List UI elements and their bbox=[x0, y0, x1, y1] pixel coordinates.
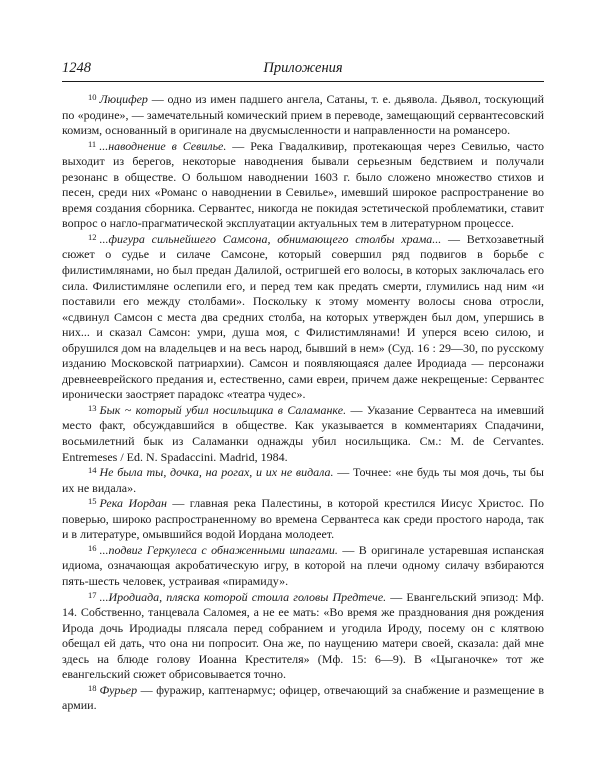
note-term: ...Иродиада, пляска которой стоила головы Предтече. bbox=[99, 589, 387, 604]
note-number: 14 bbox=[88, 465, 97, 476]
note-text: — Ветхозаветный сюжет о судье и силаче Самсоне, который совершил ряд подвигов в борьбе с филистимлянами, но был предан Далилой, остригшей его волосы, в которых заключалась его сила. Филистимляне ослепили его, и перед тем как предать смерти, глумились над ним «и поставили его между столбами». Поскольку к этому моменту волосы снова отросли, «сдвинул Самсон с места два средних столба, на которых утвержден был дом, упершись в них... и сказал Самсон: умри, душа моя, с Филистимлянами! И уперся всею силою, и обрушился дом на владельцев и на весь народ, бывший в нем» (Суд. 16 : 29—30, по русскому изданию Московской патриархии). Самсон и появляющаяся далее Иродиада — персонажи древнееврейского предания и, естественно, сами евреи, причем даже некрещеные: Сервантес иронически заостряет парадокс «театра чудес». bbox=[62, 231, 544, 402]
note-number: 15 bbox=[88, 496, 97, 507]
endnote-17 bbox=[62, 590, 544, 683]
note-term: ...наводнение в Севилье. bbox=[99, 138, 227, 153]
note-term: Река Иордан bbox=[99, 496, 167, 511]
note-term: Фурьер bbox=[99, 682, 138, 697]
endnote-13 bbox=[62, 403, 544, 465]
endnote-12 bbox=[62, 232, 544, 403]
note-term: ...подвиг Геркулеса с обнаженными шпагами. bbox=[99, 542, 338, 557]
book-page bbox=[62, 58, 544, 714]
note-term: Бык ~ который убил носильщика в Саламанке. bbox=[99, 402, 347, 417]
note-number: 10 bbox=[88, 92, 97, 102]
endnotes bbox=[62, 92, 544, 714]
note-term: Не была ты, дочка, на рогах, и их не видала. bbox=[99, 465, 334, 480]
note-text: — одно из имен падшего ангела, Сатаны, т. е. дьявола. Дьявол, тоскующий по «родине», — замечательный комический прием в переводе, замещающий сервантесовский комизм, основанный в оригинале на двусмысленности и направленности на романсеро. bbox=[62, 92, 544, 138]
page-number: 1248 bbox=[62, 60, 91, 76]
note-term: Люцифер bbox=[99, 92, 148, 106]
note-number: 13 bbox=[88, 402, 97, 413]
section-title: Приложения bbox=[263, 60, 343, 76]
note-number: 18 bbox=[88, 682, 97, 693]
endnote-11 bbox=[62, 139, 544, 232]
header-rule bbox=[62, 81, 544, 82]
note-text: — В оригинале устаревшая испанская идиома, означающая акробатическую игру, в которой на плечи одному силачу взбираются пять-шесть человек, устраивая «пирамиду». bbox=[62, 542, 544, 588]
running-head bbox=[62, 58, 544, 78]
endnote-14 bbox=[62, 465, 544, 496]
note-number: 11 bbox=[88, 138, 97, 149]
note-text: — Точнее: «не будь ты моя дочь, ты бы их не видала». bbox=[62, 465, 544, 495]
note-number: 12 bbox=[88, 231, 97, 242]
endnote-18 bbox=[62, 683, 544, 714]
note-text: — фуражир, каптенармус; офицер, отвечающий за снабжение и размещение в армии. bbox=[62, 682, 544, 713]
endnote-16 bbox=[62, 543, 544, 590]
note-number: 17 bbox=[88, 589, 97, 600]
note-number: 16 bbox=[88, 542, 97, 553]
endnote-15 bbox=[62, 496, 544, 543]
note-text: — Река Гвадалкивир, протекающая через Севилью, часто выходит из берегов, некоторые наводнения бывали серьезным бедствием и получали резонанс в обществе. О большом наводнении 1603 г. было сложено множество стихов и песен, среди них «Романс о наводнении в Севилье», имевший широкое распространение во время создания сборника. Сервантес, никогда не покидая эстетической проблематики, ставит вопрос о нагло-прагматической эксплуатации актуальных тем в литературном процессе. bbox=[62, 138, 544, 231]
note-text: — Евангельский эпизод: Мф. 14. Собственно, танцевала Саломея, а не ее мать: «Во время же празднования дня рождения Ирода дочь Иродиады плясала перед собранием и угодила Ироду, посему он с клятвою обещал ей дать, что она ни попросит. Она же, по наущению матери своей, сказала: дай мне здесь на блюде голову Иоанна Крестителя» (Мф. 15: 6—9). В «Цыганочке» тот же евангельский сюжет обрисовывается точно. bbox=[62, 589, 544, 682]
note-text: — Указание Сервантеса на имевший место факт, обсуждавшийся в обществе. Как указывается в комментариях Спадачини, восьмилетний бык из Саламанки однажды убил носильщика. См.: M. de Cervantes. Entremeses / Ed. N. Spadaccini. Madrid, 1984. bbox=[62, 402, 544, 464]
note-text: — главная река Палестины, в которой крестился Иисус Христос. По поверью, широко распространенному во времена Сервантеса как среди простого народа, так и в литературе, омывшийся водой Иордана молодеет. bbox=[62, 496, 544, 542]
note-term: ...фигура сильнейшего Самсона, обнимающего столбы храма... bbox=[99, 231, 442, 246]
endnote-10 bbox=[62, 92, 544, 139]
